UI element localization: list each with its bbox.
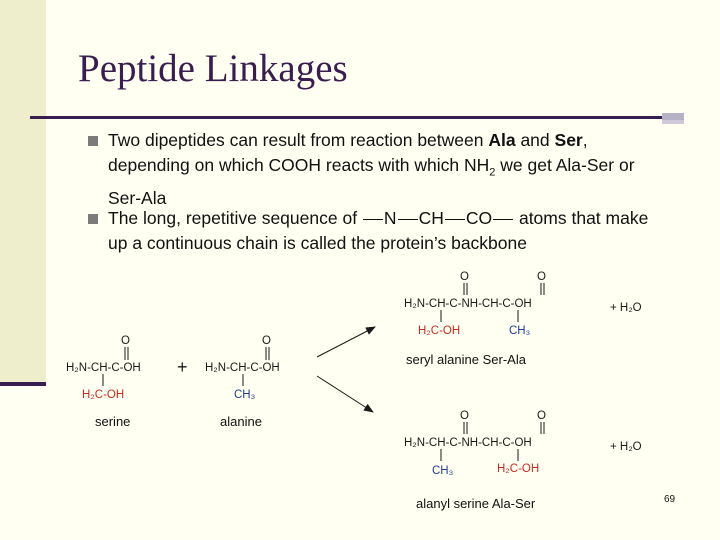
reaction-arrow-up [317,327,375,357]
ser-ala-carbonyl-o2: O [537,271,546,283]
serine-label: serine [95,414,131,429]
bullet-2-text-end: atoms that make up a continuous chain is called the protein’s backbone [108,208,649,253]
product-ser-ala [404,271,642,367]
page-number: 69 [664,494,676,505]
ser-ala-serine-side-chain: H₂C-OH [418,325,461,337]
ala-ser-backbone: H₂N-CH-C-NH-CH-C-OH [404,437,532,449]
backbone-n: N [383,208,397,228]
bullet-1-ala: Ala [488,130,516,150]
serine-carbonyl-o: O [121,335,130,347]
alanine-backbone: H₂N-CH-C-OH [205,362,280,374]
serine-side-chain: H₂C-OH [82,389,125,401]
bullet-1-ser: Ser [554,130,583,150]
alanine-label: alanine [220,414,262,429]
ser-ala-water: + H₂O [610,302,642,314]
bullet-1-subscript: 2 [489,166,496,179]
serine-structure [66,335,141,429]
ala-ser-label: alanyl serine Ala-Ser [416,496,536,511]
bullet-1-text-mid: , depending on which COOH reacts with which NH [108,130,588,175]
bullet-1-and: and [515,130,555,150]
ser-ala-carbonyl-o1: O [460,271,469,283]
backbone-co: CO [465,208,493,228]
product-ala-ser [404,410,642,511]
plus-sign: + [177,357,188,377]
ala-ser-water: + H₂O [610,441,642,453]
reaction-arrow-down [317,376,373,412]
bullet-1-text-start: Two dipeptides can result from reaction between [108,130,489,150]
ala-ser-serine-side-chain: H₂C-OH [497,463,540,475]
ser-ala-label: seryl alanine Ser-Ala [406,352,526,367]
serine-backbone: H₂N-CH-C-OH [66,362,141,374]
ala-ser-carbonyl-o2: O [537,410,546,422]
ser-ala-backbone: H₂N-CH-C-NH-CH-C-OH [404,298,532,310]
ala-ser-carbonyl-o1: O [460,410,469,422]
backbone-ch: CH [418,208,444,228]
bullet-2-text-start: The long, repetitive sequence of [108,208,362,228]
ala-ser-alanine-side-chain: CH₃ [432,465,454,477]
alanine-structure [205,335,280,429]
ser-ala-alanine-side-chain: CH₃ [509,325,531,337]
slide-title: Peptide Linkages [78,47,348,90]
bullet-1-text-end: we get Ala-Ser or Ser-Ala [108,155,635,208]
alanine-side-chain: CH₃ [234,389,256,401]
alanine-carbonyl-o: O [262,335,271,347]
